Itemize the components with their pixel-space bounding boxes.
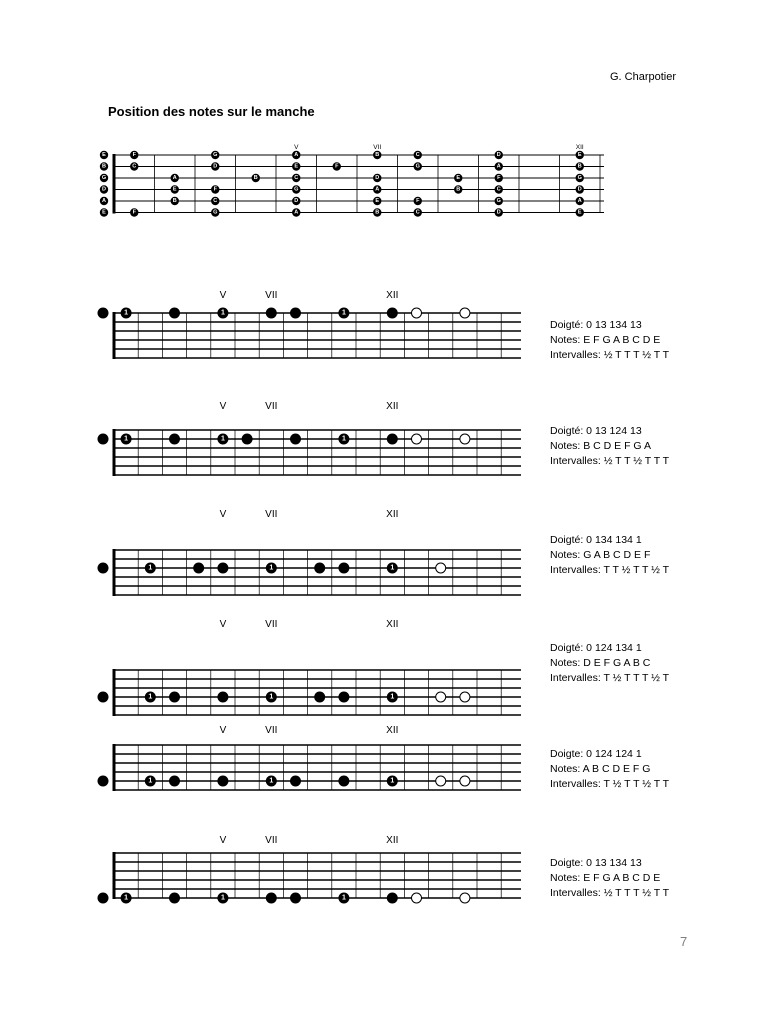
- open-note-dot: [460, 776, 470, 786]
- fingering-text: Doigté: 0 13 134 13: [550, 319, 642, 331]
- finger-number: 1: [220, 309, 225, 317]
- note-label: A: [375, 186, 380, 193]
- finger-number: 1: [390, 693, 395, 701]
- position-marker: XII: [386, 725, 399, 736]
- open-note-dot: [460, 434, 470, 444]
- note-label: C: [132, 163, 137, 170]
- note-dot: [266, 308, 277, 319]
- note-label: A: [577, 198, 582, 204]
- nut: [113, 744, 116, 791]
- note-label: E: [102, 152, 106, 158]
- finger-number: 1: [269, 693, 274, 701]
- author-name: G. Charpotier: [610, 71, 677, 83]
- note-label: A: [172, 175, 177, 181]
- intervals-text: Intervalles: T ½ T T T ½ T: [550, 672, 670, 684]
- finger-number: 1: [390, 564, 395, 572]
- note-label: D: [375, 175, 380, 181]
- note-label: G: [213, 209, 218, 216]
- position-marker: V: [219, 290, 227, 301]
- note-label: E: [375, 198, 380, 204]
- note-dot: [217, 692, 228, 703]
- intervals-text: Intervalles: ½ T T T ½ T T: [550, 887, 670, 899]
- intervals-text: Intervalles: T T ½ T T ½ T: [550, 564, 670, 576]
- open-string-dot: [98, 692, 109, 703]
- finger-number: 1: [341, 894, 346, 902]
- note-label: D: [213, 163, 218, 170]
- finger-number: 1: [220, 435, 225, 443]
- position-marker: XII: [386, 835, 399, 846]
- position-marker: XII: [386, 290, 399, 301]
- note-label: B: [172, 198, 177, 204]
- note-label: E: [456, 175, 461, 181]
- note-label: B: [577, 163, 582, 170]
- note-label: C: [415, 152, 420, 158]
- note-dot: [266, 893, 277, 904]
- note-label: B: [456, 186, 461, 193]
- note-dot: [217, 776, 228, 787]
- note-label: E: [577, 209, 582, 216]
- note-label: E: [172, 186, 177, 193]
- page-title: Position des notes sur le manche: [108, 104, 315, 119]
- note-dot: [217, 563, 228, 574]
- position-marker: V: [219, 835, 227, 846]
- note-dot: [290, 308, 301, 319]
- note-label: F: [497, 175, 501, 181]
- finger-number: 1: [341, 309, 346, 317]
- position-marker: V: [219, 619, 227, 630]
- position-marker: VII: [265, 290, 278, 301]
- position-marker: VII: [265, 509, 278, 520]
- finger-number: 1: [148, 564, 153, 572]
- fingering-text: Doigte: 0 124 124 1: [550, 748, 642, 760]
- position-marker: VII: [265, 835, 278, 846]
- open-note-dot: [412, 893, 422, 903]
- open-note-dot: [460, 692, 470, 702]
- nut: [113, 549, 116, 596]
- note-dot: [242, 434, 253, 445]
- position-marker: VII: [373, 144, 382, 151]
- open-note-dot: [412, 308, 422, 318]
- note-label: C: [415, 209, 420, 216]
- note-label: G: [496, 198, 501, 204]
- fingering-text: Doigte: 0 13 134 13: [550, 857, 642, 869]
- note-label: C: [294, 175, 299, 181]
- open-note-dot: [460, 893, 470, 903]
- finger-number: 1: [341, 435, 346, 443]
- scale-info-2: [550, 424, 669, 469]
- note-dot: [169, 434, 180, 445]
- scale-info-1: [550, 318, 669, 363]
- note-dot: [387, 434, 398, 445]
- fingering-text: Doigté: 0 124 134 1: [550, 642, 642, 654]
- note-dot: [290, 434, 301, 445]
- note-label: A: [294, 152, 299, 158]
- open-note-dot: [460, 308, 470, 318]
- note-dot: [387, 893, 398, 904]
- intervals-text: Intervalles: T ½ T T ½ T T: [550, 778, 670, 790]
- finger-number: 1: [124, 435, 129, 443]
- note-label: E: [102, 209, 106, 216]
- nut: [113, 852, 116, 899]
- note-label: F: [416, 198, 420, 204]
- note-label: A: [102, 198, 106, 204]
- position-marker: XII: [386, 619, 399, 630]
- note-dot: [338, 776, 349, 787]
- note-label: G: [577, 175, 582, 181]
- note-dot: [169, 776, 180, 787]
- note-label: D: [577, 186, 582, 193]
- note-label: G: [101, 175, 107, 181]
- finger-number: 1: [220, 894, 225, 902]
- open-note-dot: [412, 434, 422, 444]
- note-label: B: [102, 163, 106, 170]
- notes-text: Notes: D E F G A B C: [550, 657, 651, 669]
- fingering-text: Doigté: 0 134 134 1: [550, 534, 642, 546]
- note-label: B: [375, 152, 380, 158]
- finger-number: 1: [269, 777, 274, 785]
- open-string-dot: [98, 776, 109, 787]
- position-marker: XII: [386, 509, 399, 520]
- note-dot: [314, 692, 325, 703]
- note-label: B: [253, 175, 258, 181]
- note-label: D: [102, 186, 106, 193]
- intervals-text: Intervalles: ½ T T T ½ T T: [550, 349, 670, 361]
- note-dot: [338, 563, 349, 574]
- notes-text: Notes: E F G A B C D E: [550, 334, 661, 346]
- finger-number: 1: [124, 894, 129, 902]
- note-dot: [290, 893, 301, 904]
- note-label: D: [496, 209, 501, 216]
- scale-info-6: [550, 856, 669, 901]
- scale-info-4: [550, 641, 669, 686]
- note-label: A: [294, 209, 299, 216]
- finger-number: 1: [269, 564, 274, 572]
- note-label: F: [132, 152, 136, 158]
- notes-text: Notes: E F G A B C D E: [550, 872, 661, 884]
- note-label: B: [375, 209, 380, 216]
- open-string-dot: [98, 308, 109, 319]
- position-marker: VII: [265, 401, 278, 412]
- note-label: F: [132, 209, 136, 216]
- finger-number: 1: [124, 309, 129, 317]
- intervals-text: Intervalles: ½ T T ½ T T T: [550, 455, 670, 467]
- note-dot: [338, 692, 349, 703]
- fingering-text: Doigté: 0 13 124 13: [550, 425, 642, 437]
- note-label: F: [213, 186, 217, 193]
- nut: [113, 312, 116, 359]
- page-number: 7: [680, 934, 688, 949]
- note-label: C: [496, 186, 501, 193]
- open-string-dot: [98, 893, 109, 904]
- note-dot: [314, 563, 325, 574]
- open-note-dot: [436, 563, 446, 573]
- open-string-dot: [98, 563, 109, 574]
- nut: [113, 154, 116, 214]
- notes-text: Notes: B C D E F G A: [550, 440, 651, 452]
- scale-info-5: [550, 747, 669, 792]
- note-label: G: [213, 152, 218, 158]
- note-label: G: [415, 163, 420, 170]
- scale-info-3: [550, 533, 669, 578]
- note-dot: [169, 692, 180, 703]
- position-marker: V: [219, 509, 227, 520]
- note-label: E: [577, 152, 582, 158]
- position-marker: VII: [265, 619, 278, 630]
- note-label: D: [496, 152, 501, 158]
- nut: [113, 429, 116, 476]
- note-dot: [387, 308, 398, 319]
- note-dot: [169, 308, 180, 319]
- note-label: D: [294, 198, 299, 204]
- note-dot: [290, 776, 301, 787]
- finger-number: 1: [148, 777, 153, 785]
- position-marker: V: [294, 144, 299, 151]
- notes-text: Notes: A B C D E F G: [550, 763, 651, 775]
- note-dot: [193, 563, 204, 574]
- position-marker: XII: [575, 144, 584, 151]
- note-label: A: [496, 163, 501, 170]
- nut: [113, 669, 116, 716]
- note-label: E: [294, 163, 299, 170]
- position-marker: XII: [386, 401, 399, 412]
- finger-number: 1: [390, 777, 395, 785]
- finger-number: 1: [148, 693, 153, 701]
- open-string-dot: [98, 434, 109, 445]
- position-marker: VII: [265, 725, 278, 736]
- position-marker: V: [219, 401, 227, 412]
- open-note-dot: [436, 692, 446, 702]
- note-label: C: [213, 198, 218, 204]
- open-note-dot: [436, 776, 446, 786]
- note-label: G: [294, 186, 299, 193]
- notes-text: Notes: G A B C D E F: [550, 549, 651, 561]
- note-label: F: [335, 163, 339, 170]
- note-dot: [169, 893, 180, 904]
- position-marker: V: [219, 725, 227, 736]
